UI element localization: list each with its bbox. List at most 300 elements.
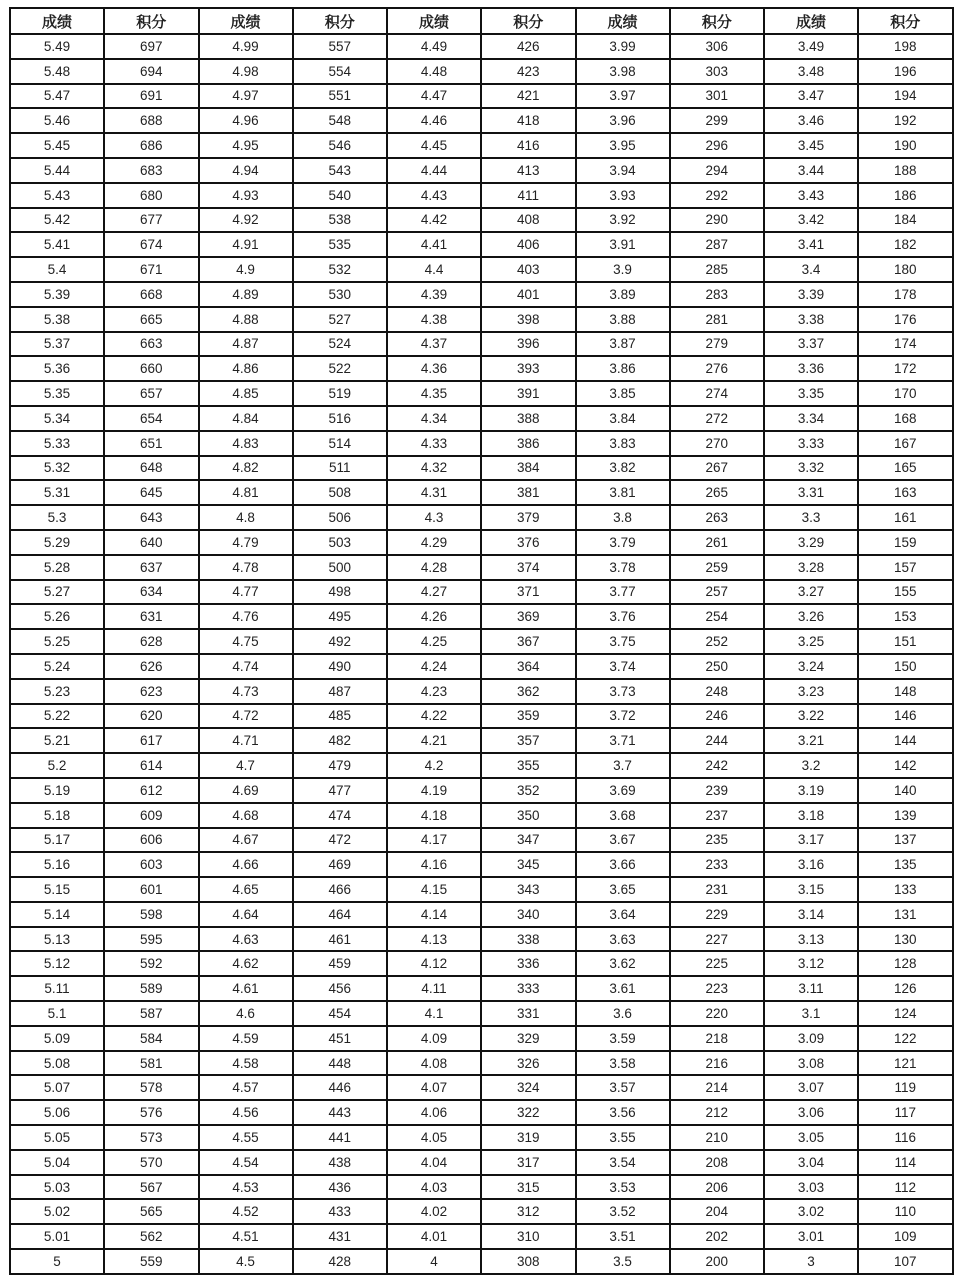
points-cell: 677: [104, 208, 199, 233]
points-cell: 474: [293, 803, 388, 828]
points-cell: 654: [104, 406, 199, 431]
score-cell: 5.47: [10, 84, 104, 109]
score-cell: 4.4: [387, 257, 481, 282]
points-cell: 482: [293, 728, 388, 753]
points-cell: 367: [481, 629, 576, 654]
score-cell: 4.33: [387, 431, 481, 456]
table-row: [10, 1001, 953, 1026]
points-cell: 645: [104, 480, 199, 505]
score-cell: 4.93: [199, 183, 293, 208]
points-cell: 229: [670, 902, 765, 927]
score-cell: 4.81: [199, 480, 293, 505]
score-cell: 3.31: [764, 480, 858, 505]
score-cell: 3.32: [764, 456, 858, 481]
table-row: [10, 852, 953, 877]
score-cell: 4.29: [387, 530, 481, 555]
points-cell: 128: [858, 951, 953, 976]
table-row: [10, 1175, 953, 1200]
points-cell: 194: [858, 84, 953, 109]
points-cell: 584: [104, 1026, 199, 1051]
table-row: [10, 208, 953, 233]
score-cell: 3.46: [764, 108, 858, 133]
table-row: [10, 1100, 953, 1125]
points-cell: 202: [670, 1224, 765, 1249]
points-cell: 554: [293, 59, 388, 84]
points-cell: 362: [481, 679, 576, 704]
score-cell: 3.86: [576, 356, 670, 381]
score-cell: 4.01: [387, 1224, 481, 1249]
score-cell: 5.39: [10, 282, 104, 307]
score-cell: 3.81: [576, 480, 670, 505]
column-header-score: 成绩: [387, 8, 481, 34]
score-cell: 4.31: [387, 480, 481, 505]
score-cell: 3.23: [764, 679, 858, 704]
score-cell: 4.9: [199, 257, 293, 282]
header-row: [10, 8, 953, 34]
score-cell: 3.43: [764, 183, 858, 208]
score-cell: 4.46: [387, 108, 481, 133]
points-cell: 620: [104, 704, 199, 729]
points-cell: 587: [104, 1001, 199, 1026]
score-cell: 5.12: [10, 951, 104, 976]
points-cell: 326: [481, 1051, 576, 1076]
points-cell: 506: [293, 505, 388, 530]
score-cell: 4.45: [387, 133, 481, 158]
table-row: [10, 1051, 953, 1076]
points-cell: 495: [293, 604, 388, 629]
score-cell: 3.18: [764, 803, 858, 828]
points-cell: 376: [481, 530, 576, 555]
score-cell: 3.87: [576, 332, 670, 357]
score-cell: 3.09: [764, 1026, 858, 1051]
table-header: [10, 8, 953, 34]
table-row: [10, 828, 953, 853]
points-cell: 301: [670, 84, 765, 109]
table-row: [10, 728, 953, 753]
score-cell: 3: [764, 1249, 858, 1274]
score-cell: 3.98: [576, 59, 670, 84]
score-cell: 5.06: [10, 1100, 104, 1125]
points-cell: 617: [104, 728, 199, 753]
points-cell: 130: [858, 927, 953, 952]
score-cell: 4.2: [387, 753, 481, 778]
score-cell: 5.13: [10, 927, 104, 952]
table-row: [10, 282, 953, 307]
points-cell: 317: [481, 1150, 576, 1175]
points-cell: 122: [858, 1026, 953, 1051]
table-row: [10, 59, 953, 84]
score-cell: 4.63: [199, 927, 293, 952]
table-row: [10, 505, 953, 530]
points-cell: 516: [293, 406, 388, 431]
points-cell: 538: [293, 208, 388, 233]
points-cell: 562: [104, 1224, 199, 1249]
table-body: [10, 34, 953, 1274]
score-cell: 5.41: [10, 232, 104, 257]
score-cell: 3.97: [576, 84, 670, 109]
points-cell: 184: [858, 208, 953, 233]
score-cell: 4.55: [199, 1125, 293, 1150]
score-cell: 5.17: [10, 828, 104, 853]
points-cell: 192: [858, 108, 953, 133]
points-cell: 511: [293, 456, 388, 481]
points-cell: 231: [670, 877, 765, 902]
points-cell: 265: [670, 480, 765, 505]
points-cell: 391: [481, 381, 576, 406]
score-cell: 4.51: [199, 1224, 293, 1249]
table-row: [10, 803, 953, 828]
points-cell: 487: [293, 679, 388, 704]
score-cell: 3.8: [576, 505, 670, 530]
points-cell: 532: [293, 257, 388, 282]
points-cell: 210: [670, 1125, 765, 1150]
points-cell: 559: [104, 1249, 199, 1274]
score-cell: 5.04: [10, 1150, 104, 1175]
points-cell: 514: [293, 431, 388, 456]
table-row: [10, 704, 953, 729]
score-cell: 5.05: [10, 1125, 104, 1150]
points-cell: 371: [481, 580, 576, 605]
points-cell: 165: [858, 456, 953, 481]
score-cell: 5.19: [10, 778, 104, 803]
score-cell: 4.17: [387, 828, 481, 853]
points-cell: 259: [670, 555, 765, 580]
score-cell: 4.89: [199, 282, 293, 307]
points-cell: 609: [104, 803, 199, 828]
score-cell: 4.84: [199, 406, 293, 431]
points-cell: 155: [858, 580, 953, 605]
points-cell: 438: [293, 1150, 388, 1175]
score-cell: 4.44: [387, 158, 481, 183]
points-cell: 581: [104, 1051, 199, 1076]
table-row: [10, 1026, 953, 1051]
score-cell: 4.65: [199, 877, 293, 902]
score-cell: 4.19: [387, 778, 481, 803]
points-cell: 431: [293, 1224, 388, 1249]
score-cell: 4.57: [199, 1075, 293, 1100]
points-cell: 694: [104, 59, 199, 84]
score-cell: 5.2: [10, 753, 104, 778]
points-cell: 200: [670, 1249, 765, 1274]
points-cell: 637: [104, 555, 199, 580]
points-cell: 426: [481, 34, 576, 59]
points-cell: 186: [858, 183, 953, 208]
points-cell: 454: [293, 1001, 388, 1026]
points-cell: 403: [481, 257, 576, 282]
score-cell: 3.63: [576, 927, 670, 952]
points-cell: 355: [481, 753, 576, 778]
score-cell: 3.49: [764, 34, 858, 59]
score-cell: 5.25: [10, 629, 104, 654]
table-row: [10, 480, 953, 505]
table-row: [10, 307, 953, 332]
points-cell: 246: [670, 704, 765, 729]
column-header-points: 积分: [858, 8, 953, 34]
points-cell: 216: [670, 1051, 765, 1076]
points-cell: 668: [104, 282, 199, 307]
points-cell: 648: [104, 456, 199, 481]
score-cell: 4.91: [199, 232, 293, 257]
score-cell: 3.85: [576, 381, 670, 406]
score-cell: 4.85: [199, 381, 293, 406]
points-cell: 674: [104, 232, 199, 257]
points-cell: 428: [293, 1249, 388, 1274]
column-header-points: 积分: [104, 8, 199, 34]
score-cell: 3.75: [576, 629, 670, 654]
score-cell: 4.12: [387, 951, 481, 976]
points-cell: 492: [293, 629, 388, 654]
table-row: [10, 1075, 953, 1100]
score-cell: 4.75: [199, 629, 293, 654]
points-cell: 393: [481, 356, 576, 381]
score-cell: 4.07: [387, 1075, 481, 1100]
table-row: [10, 232, 953, 257]
points-cell: 281: [670, 307, 765, 332]
score-cell: 4.79: [199, 530, 293, 555]
points-cell: 212: [670, 1100, 765, 1125]
points-cell: 686: [104, 133, 199, 158]
score-cell: 3.83: [576, 431, 670, 456]
points-cell: 657: [104, 381, 199, 406]
points-cell: 287: [670, 232, 765, 257]
score-cell: 4.42: [387, 208, 481, 233]
score-cell: 3.14: [764, 902, 858, 927]
points-cell: 479: [293, 753, 388, 778]
points-cell: 546: [293, 133, 388, 158]
score-cell: 4.99: [199, 34, 293, 59]
points-cell: 272: [670, 406, 765, 431]
points-cell: 303: [670, 59, 765, 84]
points-cell: 340: [481, 902, 576, 927]
score-cell: 4.11: [387, 976, 481, 1001]
points-cell: 248: [670, 679, 765, 704]
points-cell: 359: [481, 704, 576, 729]
score-cell: 3.29: [764, 530, 858, 555]
points-cell: 267: [670, 456, 765, 481]
score-cell: 3.72: [576, 704, 670, 729]
points-cell: 665: [104, 307, 199, 332]
points-cell: 683: [104, 158, 199, 183]
points-cell: 161: [858, 505, 953, 530]
column-header-score: 成绩: [199, 8, 293, 34]
table-row: [10, 654, 953, 679]
score-cell: 4.36: [387, 356, 481, 381]
points-cell: 140: [858, 778, 953, 803]
points-cell: 522: [293, 356, 388, 381]
score-cell: 5.24: [10, 654, 104, 679]
score-cell: 3.22: [764, 704, 858, 729]
points-cell: 446: [293, 1075, 388, 1100]
score-cell: 3.7: [576, 753, 670, 778]
points-cell: 242: [670, 753, 765, 778]
score-cell: 5.44: [10, 158, 104, 183]
score-cell: 4.09: [387, 1026, 481, 1051]
points-cell: 466: [293, 877, 388, 902]
table-row: [10, 1125, 953, 1150]
score-cell: 3.21: [764, 728, 858, 753]
points-cell: 250: [670, 654, 765, 679]
table-row: [10, 431, 953, 456]
points-cell: 146: [858, 704, 953, 729]
score-cell: 3.51: [576, 1224, 670, 1249]
score-cell: 4.97: [199, 84, 293, 109]
score-cell: 4.22: [387, 704, 481, 729]
score-cell: 5.07: [10, 1075, 104, 1100]
points-cell: 503: [293, 530, 388, 555]
points-cell: 548: [293, 108, 388, 133]
points-cell: 117: [858, 1100, 953, 1125]
table-row: [10, 406, 953, 431]
points-cell: 135: [858, 852, 953, 877]
score-cell: 4.43: [387, 183, 481, 208]
score-cell: 4.23: [387, 679, 481, 704]
score-cell: 4.66: [199, 852, 293, 877]
score-cell: 5.3: [10, 505, 104, 530]
score-cell: 4.05: [387, 1125, 481, 1150]
points-cell: 418: [481, 108, 576, 133]
points-cell: 543: [293, 158, 388, 183]
points-cell: 276: [670, 356, 765, 381]
score-cell: 4.98: [199, 59, 293, 84]
points-cell: 110: [858, 1199, 953, 1224]
points-cell: 308: [481, 1249, 576, 1274]
score-cell: 3.82: [576, 456, 670, 481]
points-cell: 603: [104, 852, 199, 877]
points-cell: 121: [858, 1051, 953, 1076]
score-cell: 3.65: [576, 877, 670, 902]
score-cell: 3.61: [576, 976, 670, 1001]
score-cell: 3.39: [764, 282, 858, 307]
score-cell: 4.28: [387, 555, 481, 580]
score-cell: 5.27: [10, 580, 104, 605]
score-cell: 5.36: [10, 356, 104, 381]
score-cell: 4.52: [199, 1199, 293, 1224]
points-cell: 126: [858, 976, 953, 1001]
score-cell: 5.31: [10, 480, 104, 505]
score-cell: 4.35: [387, 381, 481, 406]
points-cell: 257: [670, 580, 765, 605]
score-cell: 3.88: [576, 307, 670, 332]
points-cell: 423: [481, 59, 576, 84]
score-cell: 3.57: [576, 1075, 670, 1100]
score-cell: 4.5: [199, 1249, 293, 1274]
table-row: [10, 381, 953, 406]
points-cell: 411: [481, 183, 576, 208]
score-points-table: [9, 7, 954, 1275]
points-cell: 114: [858, 1150, 953, 1175]
score-cell: 5.11: [10, 976, 104, 1001]
points-cell: 220: [670, 1001, 765, 1026]
points-cell: 461: [293, 927, 388, 952]
score-cell: 3.4: [764, 257, 858, 282]
points-cell: 421: [481, 84, 576, 109]
points-cell: 567: [104, 1175, 199, 1200]
points-cell: 150: [858, 654, 953, 679]
score-cell: 5.23: [10, 679, 104, 704]
points-cell: 456: [293, 976, 388, 1001]
points-cell: 396: [481, 332, 576, 357]
score-cell: 4.34: [387, 406, 481, 431]
points-cell: 448: [293, 1051, 388, 1076]
points-cell: 299: [670, 108, 765, 133]
points-cell: 208: [670, 1150, 765, 1175]
score-cell: 3.9: [576, 257, 670, 282]
score-cell: 3.13: [764, 927, 858, 952]
score-cell: 4.13: [387, 927, 481, 952]
score-cell: 4.92: [199, 208, 293, 233]
table-row: [10, 1150, 953, 1175]
score-cell: 5: [10, 1249, 104, 1274]
score-cell: 3.77: [576, 580, 670, 605]
score-cell: 4.47: [387, 84, 481, 109]
score-cell: 3.42: [764, 208, 858, 233]
score-cell: 4.26: [387, 604, 481, 629]
points-cell: 530: [293, 282, 388, 307]
points-cell: 109: [858, 1224, 953, 1249]
score-cell: 5.35: [10, 381, 104, 406]
score-cell: 5.01: [10, 1224, 104, 1249]
points-cell: 306: [670, 34, 765, 59]
points-cell: 294: [670, 158, 765, 183]
score-cell: 5.26: [10, 604, 104, 629]
score-cell: 3.94: [576, 158, 670, 183]
score-cell: 5.18: [10, 803, 104, 828]
score-cell: 5.09: [10, 1026, 104, 1051]
score-cell: 3.76: [576, 604, 670, 629]
table-row: [10, 108, 953, 133]
points-cell: 388: [481, 406, 576, 431]
score-cell: 5.29: [10, 530, 104, 555]
table-row: [10, 902, 953, 927]
score-cell: 5.37: [10, 332, 104, 357]
score-cell: 3.47: [764, 84, 858, 109]
points-cell: 112: [858, 1175, 953, 1200]
table-row: [10, 604, 953, 629]
points-cell: 601: [104, 877, 199, 902]
points-cell: 331: [481, 1001, 576, 1026]
score-cell: 5.16: [10, 852, 104, 877]
score-cell: 3.34: [764, 406, 858, 431]
points-cell: 464: [293, 902, 388, 927]
score-cell: 3.59: [576, 1026, 670, 1051]
score-cell: 5.34: [10, 406, 104, 431]
points-cell: 408: [481, 208, 576, 233]
score-cell: 3.01: [764, 1224, 858, 1249]
score-cell: 5.03: [10, 1175, 104, 1200]
column-header-points: 积分: [293, 8, 388, 34]
score-cell: 4.18: [387, 803, 481, 828]
points-cell: 131: [858, 902, 953, 927]
score-cell: 5.42: [10, 208, 104, 233]
score-cell: 4.86: [199, 356, 293, 381]
points-cell: 598: [104, 902, 199, 927]
score-cell: 3.44: [764, 158, 858, 183]
score-cell: 5.08: [10, 1051, 104, 1076]
score-cell: 3.55: [576, 1125, 670, 1150]
points-cell: 151: [858, 629, 953, 654]
points-cell: 472: [293, 828, 388, 853]
score-cell: 3.69: [576, 778, 670, 803]
score-cell: 4.74: [199, 654, 293, 679]
score-cell: 3.3: [764, 505, 858, 530]
points-cell: 570: [104, 1150, 199, 1175]
column-header-points: 积分: [481, 8, 576, 34]
points-cell: 697: [104, 34, 199, 59]
points-cell: 592: [104, 951, 199, 976]
score-cell: 3.48: [764, 59, 858, 84]
table-row: [10, 183, 953, 208]
points-cell: 443: [293, 1100, 388, 1125]
